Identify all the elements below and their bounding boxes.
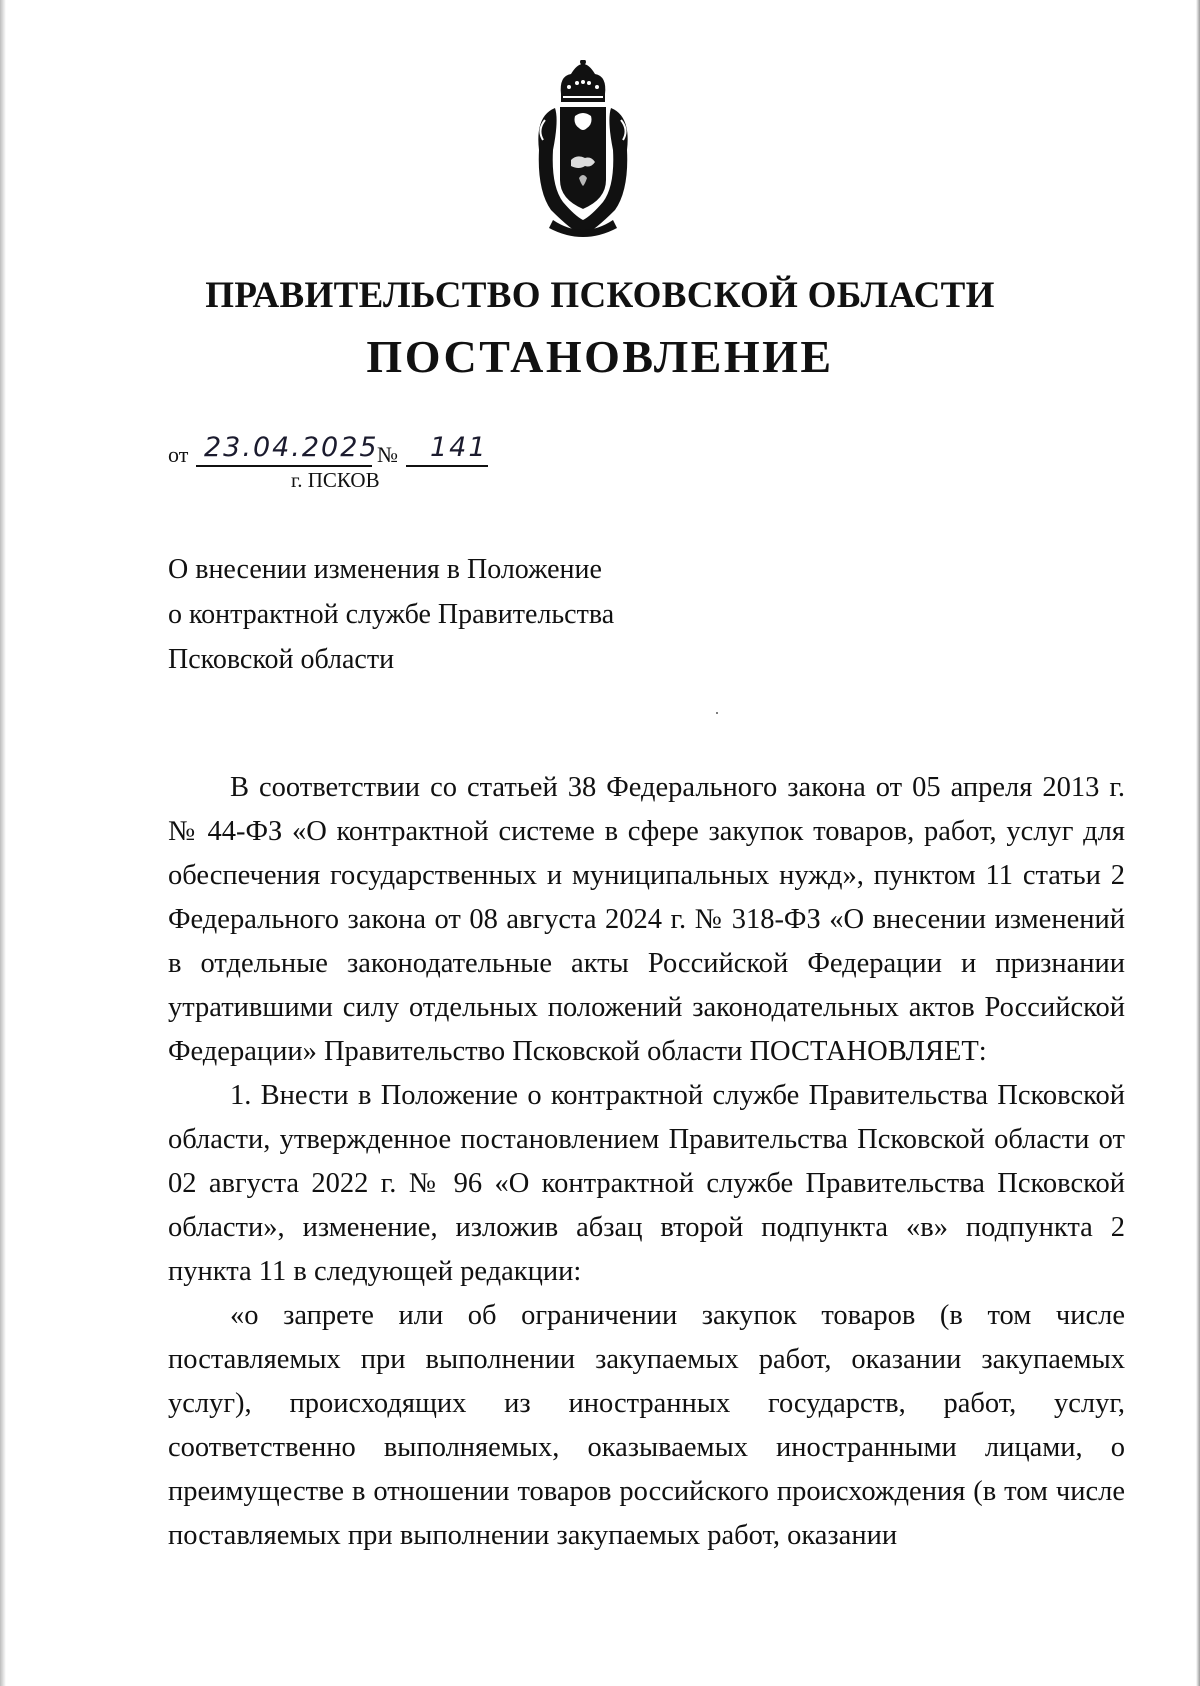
scan-edge-right <box>1196 0 1200 1686</box>
issue-line <box>168 432 568 468</box>
document-type-title: ПОСТАНОВЛЕНИЕ <box>366 331 834 382</box>
number-prefix: № <box>377 442 398 467</box>
body-paragraph-preamble: В соответствии со статьей 38 Федерального закона от 05 апреля 2013 г. № 44-ФЗ «О контрактной системе в сфере закупок товаров, работ, услуг для обеспечения государственных и муниципальных нужд», пунктом 11 статьи 2 Федерального закона от 08 августа 2024 г. № 318-ФЗ «О внесении изменений в отдельные законодательные акты Российской Федерации и признании утратившими силу отдельных положений законодательных актов Российской Федерации» Правительство Псковской области ПОСТАНОВЛЯЕТ: <box>168 772 1125 1067</box>
issue-number: 141 <box>430 432 488 463</box>
organization-title: ПРАВИТЕЛЬСТВО ПСКОВСКОЙ ОБЛАСТИ <box>205 275 995 316</box>
body-paragraph-item-1: 1. Внести в Положение о контрактной службе Правительства Псковской области, утвержденное постановлением Правительства Псковской области от 02 августа 2022 г. № 96 «О контрактной службе Правительства Псковской области», изменение, изложив абзац второй подпункта «в» подпункта 2 пункта 11 в следующей редакции: <box>168 1080 1125 1287</box>
coat-of-arms-icon <box>531 60 635 240</box>
date-prefix: от <box>168 442 189 467</box>
subject-line: О внесении изменения в Положение <box>168 554 602 585</box>
scan-speck <box>716 712 718 714</box>
document-body <box>168 766 1125 1558</box>
subject-line: о контрактной службе Правительства <box>168 599 615 630</box>
scan-edge-left <box>0 0 6 1686</box>
number-underline <box>406 465 488 467</box>
date-underline <box>196 465 372 467</box>
issue-date: 23.04.2025 <box>204 432 379 463</box>
document-subject <box>168 547 688 682</box>
subject-line: Псковской области <box>168 644 395 675</box>
body-paragraph-quote: «о запрете или об ограничении закупок товаров (в том числе поставляемых при выполнении закупаемых работ, оказании закупаемых услуг), происходящих из иностранных государств, работ, услуг, соответственно выполняемых, оказываемых иностранными лицами, о преимуществе в отношении товаров российского происхождения (в том числе поставляемых при выполнении закупаемых работ, оказании <box>168 1300 1125 1551</box>
issue-city: г. ПСКОВ <box>291 468 380 492</box>
